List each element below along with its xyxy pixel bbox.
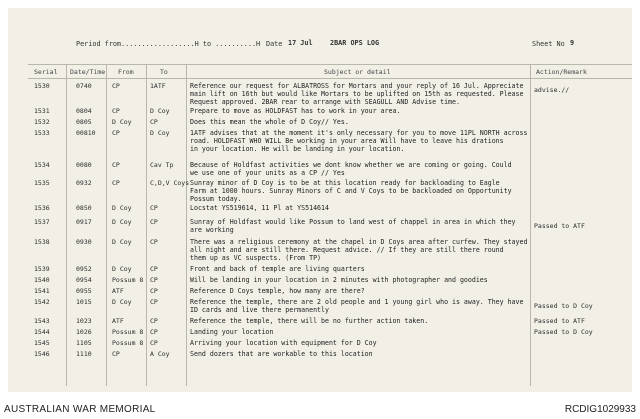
row-subject-line: Prepare to move as HOLDFAST has to work in your area. bbox=[190, 107, 401, 115]
row-to: C,D,V Coys bbox=[150, 179, 190, 187]
row-from: D Coy bbox=[112, 298, 132, 306]
row-remark: Passed to D Coy bbox=[534, 302, 593, 310]
row-subject-line: ID cards and live there permanently bbox=[190, 306, 329, 314]
row-time: 0930 bbox=[76, 238, 92, 246]
row-to: CP bbox=[150, 317, 158, 325]
col-divider-1 bbox=[66, 64, 67, 386]
row-serial: 1536 bbox=[34, 204, 50, 212]
row-serial: 1539 bbox=[34, 265, 50, 273]
row-to: CP bbox=[150, 204, 158, 212]
row-subject-line: main lift on 16th but would like Mortars to be uplifted on 15th as requested. Please bbox=[190, 90, 524, 98]
row-subject-line: road. HOLDFAST WHO WILL Be working in your area Will have to leave his drations bbox=[190, 137, 504, 145]
row-remark: advise.// bbox=[534, 86, 570, 94]
row-from: CP bbox=[112, 129, 120, 137]
row-subject-line: Sunray of Holdfast would like Possum to land west of chappel in area in which they bbox=[190, 218, 516, 226]
row-subject-line: are working bbox=[190, 226, 234, 234]
row-from: D Coy bbox=[112, 118, 132, 126]
row-to: 1ATF bbox=[150, 82, 166, 90]
header-rule-bottom bbox=[28, 78, 632, 79]
row-serial: 1544 bbox=[34, 328, 50, 336]
row-from: D Coy bbox=[112, 218, 132, 226]
row-remark: Passed to ATF bbox=[534, 222, 585, 230]
row-from: Possum 8 bbox=[112, 328, 144, 336]
sheet-label: Sheet No bbox=[532, 40, 565, 48]
row-serial: 1538 bbox=[34, 238, 50, 246]
row-subject-line: all night and are still there. Request advice. // If they are still there round bbox=[190, 246, 504, 254]
row-time: 1023 bbox=[76, 317, 92, 325]
row-to: CP bbox=[150, 328, 158, 336]
row-subject-line: Because of Holdfast activities we dont know whether we are coming or going. Could bbox=[190, 161, 512, 169]
row-subject-line: in your location. He will be landing in your location. bbox=[190, 145, 405, 153]
row-serial: 1530 bbox=[34, 82, 50, 90]
sheet-number: 9 bbox=[570, 39, 575, 47]
row-from: D Coy bbox=[112, 238, 132, 246]
row-from: D Coy bbox=[112, 265, 132, 273]
row-subject-line: Sunray minor of D Coy is to be at this location ready for backloading to Eagle bbox=[190, 179, 500, 187]
row-subject-line: Request approved. 2BAR rear to arrange with SEAGULL AND Advise time. bbox=[190, 98, 460, 106]
row-time: 0952 bbox=[76, 265, 92, 273]
row-time: 0740 bbox=[76, 82, 92, 90]
row-time: 1015 bbox=[76, 298, 92, 306]
footer bbox=[0, 392, 640, 419]
col-divider-4 bbox=[186, 64, 187, 386]
row-to: A Coy bbox=[150, 350, 170, 358]
row-time: 0955 bbox=[76, 287, 92, 295]
col-header-subject: Subject or detail bbox=[324, 68, 391, 76]
row-serial: 1534 bbox=[34, 161, 50, 169]
row-to: CP bbox=[150, 298, 158, 306]
row-subject-line: Will be landing in your location in 2 minutes with photographer and goodies bbox=[190, 276, 488, 284]
footer-source: AUSTRALIAN WAR MEMORIAL bbox=[4, 404, 156, 415]
row-to: CP bbox=[150, 118, 158, 126]
row-time: 0850 bbox=[76, 204, 92, 212]
row-serial: 1541 bbox=[34, 287, 50, 295]
row-serial: 1532 bbox=[34, 118, 50, 126]
row-from: ATF bbox=[112, 317, 124, 325]
log-sheet bbox=[8, 8, 632, 392]
row-subject-line: Reference the temple, there are 2 old people and 1 young girl who is away. They have bbox=[190, 298, 524, 306]
col-header-remark: Action/Remark bbox=[536, 68, 587, 76]
row-from: Possum 8 bbox=[112, 339, 144, 347]
row-serial: 1533 bbox=[34, 129, 50, 137]
row-to: CP bbox=[150, 276, 158, 284]
row-from: ATF bbox=[112, 287, 124, 295]
row-from: CP bbox=[112, 350, 120, 358]
row-time: 00810 bbox=[76, 129, 96, 137]
row-serial: 1545 bbox=[34, 339, 50, 347]
footer-id: RCDIG1029933 bbox=[564, 404, 636, 415]
row-time: 0804 bbox=[76, 107, 92, 115]
row-subject-line: 1ATF advises that at the moment it's only necessary for you to move 11PL NORTH across bbox=[190, 129, 528, 137]
row-time: 0954 bbox=[76, 276, 92, 284]
row-from: CP bbox=[112, 107, 120, 115]
row-subject-line: Arriving your location with equipment for D Coy bbox=[190, 339, 377, 347]
row-to: CP bbox=[150, 339, 158, 347]
date-value: 17 Jul bbox=[288, 39, 313, 47]
row-from: Possum 8 bbox=[112, 276, 144, 284]
row-subject-line: Farm at 1000 hours. Sunray Minors of C and V Coys to be backloaded on Opportunity bbox=[190, 187, 512, 195]
row-subject-line: Front and back of temple are living quarters bbox=[190, 265, 365, 273]
row-subject-line: Reference our request for ALBATROSS for Mortars and your reply of 16 Jul. Appreciate bbox=[190, 82, 524, 90]
row-from: D Coy bbox=[112, 204, 132, 212]
row-subject-line: Reference D Coys temple, how many are there? bbox=[190, 287, 365, 295]
row-subject-line: them up as VC suspects. (From TP) bbox=[190, 254, 322, 262]
header-rule-top bbox=[28, 64, 632, 65]
row-to: Cav Tp bbox=[150, 161, 174, 169]
col-header-to: To bbox=[160, 68, 168, 76]
col-divider-5 bbox=[530, 64, 531, 386]
row-time: 1105 bbox=[76, 339, 92, 347]
row-subject-line: Landing your location bbox=[190, 328, 274, 336]
row-serial: 1543 bbox=[34, 317, 50, 325]
col-header-from: From bbox=[118, 68, 134, 76]
row-time: 0932 bbox=[76, 179, 92, 187]
row-subject-line: Does this mean the whole of D Coy// Yes. bbox=[190, 118, 349, 126]
row-from: CP bbox=[112, 82, 120, 90]
row-subject-line: Possum today. bbox=[190, 195, 242, 203]
row-to: CP bbox=[150, 238, 158, 246]
row-to: CP bbox=[150, 265, 158, 273]
row-time: 0917 bbox=[76, 218, 92, 226]
row-serial: 1531 bbox=[34, 107, 50, 115]
row-subject-line: Locstat YS519614, 11 Pl at YS514614 bbox=[190, 204, 329, 212]
col-header-serial: Serial bbox=[34, 68, 58, 76]
row-serial: 1535 bbox=[34, 179, 50, 187]
col-divider-3 bbox=[146, 64, 147, 386]
row-time: 0080 bbox=[76, 161, 92, 169]
row-from: CP bbox=[112, 161, 120, 169]
row-remark: Passed to D Coy bbox=[534, 328, 593, 336]
row-to: CP bbox=[150, 287, 158, 295]
row-subject-line: There was a religious ceremony at the chapel in D Coys area after curfew. They stayed bbox=[190, 238, 528, 246]
row-time: 1110 bbox=[76, 350, 92, 358]
row-from: CP bbox=[112, 179, 120, 187]
period-label: Period from..................H to ..........H bbox=[76, 40, 261, 48]
row-serial: 1537 bbox=[34, 218, 50, 226]
row-serial: 1542 bbox=[34, 298, 50, 306]
row-to: D Coy bbox=[150, 107, 170, 115]
row-time: 1026 bbox=[76, 328, 92, 336]
row-subject-line: Send dozers that are workable to this location bbox=[190, 350, 373, 358]
col-divider-2 bbox=[106, 64, 107, 386]
row-serial: 1540 bbox=[34, 276, 50, 284]
row-subject-line: we use one of your units as a CP // Yes bbox=[190, 169, 345, 177]
row-to: D Coy bbox=[150, 129, 170, 137]
date-label: Date bbox=[266, 40, 283, 48]
row-serial: 1546 bbox=[34, 350, 50, 358]
row-remark: Passed to ATF bbox=[534, 317, 585, 325]
row-to: CP bbox=[150, 218, 158, 226]
log-title: 2BAR OPS LOG bbox=[330, 39, 380, 47]
col-header-datetime: Date/Time bbox=[70, 68, 106, 76]
row-time: 0805 bbox=[76, 118, 92, 126]
row-subject-line: Reference the temple, there will be no further action taken. bbox=[190, 317, 429, 325]
